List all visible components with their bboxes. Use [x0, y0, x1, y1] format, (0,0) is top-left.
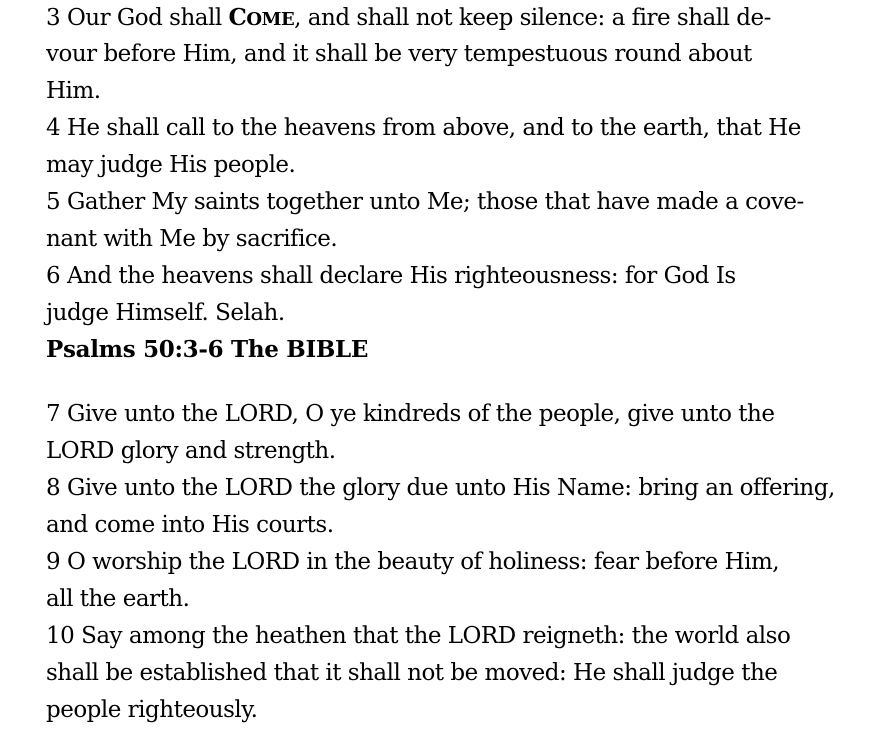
verse-4-line-1: 4 He shall call to the heavens from above, and to the earth, that He	[46, 115, 801, 141]
verse-8-line-2: and come into His courts.	[46, 512, 334, 538]
verse-5-line-2: nant with Me by sacrifice.	[46, 226, 338, 252]
small-caps-rest: OME	[246, 9, 295, 30]
scripture-reference: Psalms 50:3-6 The BIBLE	[46, 336, 369, 363]
verse-9-line-2: all the earth.	[46, 586, 190, 612]
verse-3-line-3: Him.	[46, 78, 101, 104]
verse-3-line-2: vour before Him, and it shall be very tempestuous round about	[46, 41, 752, 67]
verse-10-line-1: 10 Say among the heathen that the LORD reigneth: the world also	[46, 623, 791, 649]
verse-5-line-1: 5 Gather My saints together unto Me; those that have made a cove-	[46, 189, 804, 215]
verse-9-line-1: 9 O worship the LORD in the beauty of holiness: fear before Him,	[46, 549, 780, 575]
verse-4-line-2: may judge His people.	[46, 152, 296, 178]
verse-6-line-2: judge Himself. Selah.	[46, 300, 285, 326]
verse-10-line-2: shall be established that it shall not be moved: He shall judge the	[46, 660, 778, 686]
verse-7-line-1: 7 Give unto the LORD, O ye kindreds of the people, give unto the	[46, 401, 775, 427]
verse-6-line-1: 6 And the heavens shall declare His righteousness: for God Is	[46, 263, 736, 289]
verse-3-text-start: 3 Our God shall	[46, 5, 229, 31]
verse-3-line-1	[46, 0, 771, 36]
verse-10-line-3: people righteously.	[46, 697, 258, 723]
verse-8-line-1: 8 Give unto the LORD the glory due unto His Name: bring an offering,	[46, 475, 835, 501]
small-caps-initial: C	[228, 4, 247, 31]
verse-7-line-2: LORD glory and strength.	[46, 438, 336, 464]
verse-3-text-end: , and shall not keep silence: a fire shall de-	[294, 5, 771, 31]
